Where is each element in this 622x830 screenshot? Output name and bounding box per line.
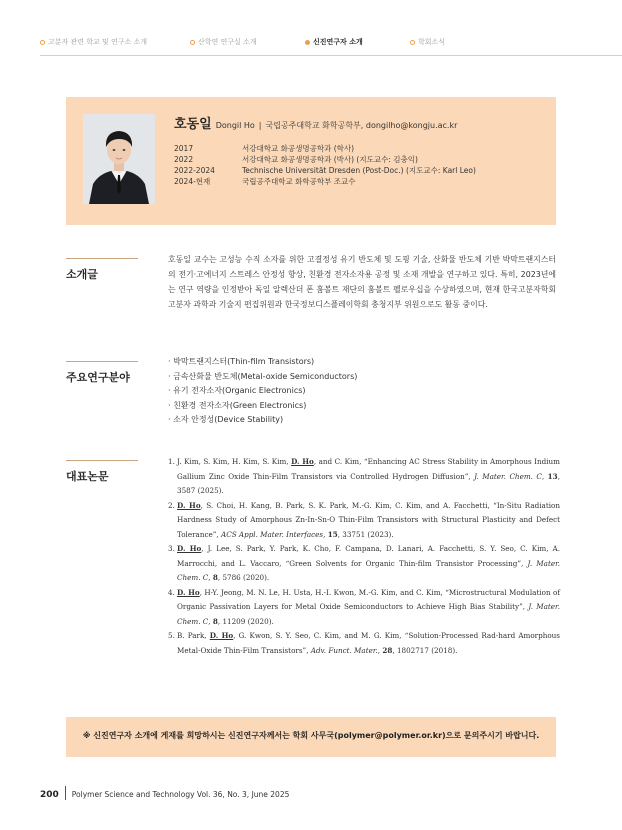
paper-item: 1. J. Kim, S. Kim, H. Kim, S. Kim, D. Ho, and C. Kim, “Enhancing AC Stress Stability in Amorphous Indium Gallium Zinc Oxide Thin-Film Transistors via Controlled Hydrogen Diffusion”, J. Mater. Chem. C, 13, 3587 (2025). (168, 457, 560, 495)
education-row (174, 143, 476, 154)
nav-dot-icon (305, 40, 310, 45)
nav-dot-icon (190, 40, 195, 45)
paper-title: , and C. Kim, “Enhancing AC Stress Stability in Amorphous Indium Gallium Zinc Oxide Thin-Film Transistors via Controlled Hydrogen Diffusion”, (177, 457, 560, 481)
education-year: 2022-2024 (174, 166, 215, 175)
paper-item: 5. B. Park, D. Ho, G. Kwon, S. Y. Seo, C. Kim, and M. G. Kim, “Solution-Processed Rad-hard Amorphous Metal-Oxide Thin-Film Transistors”, Adv. Funct. Mater., 28, 1802717 (2018). (168, 631, 560, 655)
paper-pages: , 1802717 (2018). (392, 645, 458, 655)
footer-divider (65, 786, 66, 800)
paper-item: 4. D. Ho, H-Y. Jeong, M. N. Le, H. Usta, H.-I. Kwon, M.-G. Kim, and C. Kim, “Microstructural Modulation of Organic Passivation Layers for Metal Oxide Semiconductors to Achieve High Bias Stability”, J. Mater. Chem. C, 8, 11209 (2020). (168, 587, 560, 626)
paper-journal: Adv. Funct. Mater. (310, 645, 378, 655)
intro-text: 호동일 교수는 고성능 수직 소자를 위한 고결정성 유기 반도체 및 도핑 기술, 산화물 반도체 기반 박막트랜지스터의 전기·고에너지 스트레스 안정성 향상, 친환경 전자소자용 공정 및 소재 개발을 연구하고 있다. 특히, 2023년에는 연구 역량을 인정받아 독일 알렉산더 폰 훔볼트 재단의 훔볼트 펠로우십을 수상하였으며, 현재 한국고분자학회 고분자 과학과 기술지 편집위원과 한국정보디스플레이학회 충청지부 위원으로도 활동 중이다. (168, 255, 556, 309)
paper-item: 3. D. Ho, J. Lee, S. Park, Y. Park, K. Cho, F. Campana, D. Lanari, A. Facchetti, S. Y. Seo, C. Kim, A. Marrocchi, and L. Vaccaro, “Green Solvents for Organic Thin-film Transistor Processing”, J. Mater. Chem. C, 8, 5786 (2020). (168, 544, 561, 582)
paper-journal: J. Mater. Chem. C (177, 558, 561, 582)
nav-label: 산학연 연구실 소개 (198, 38, 257, 46)
paper-highlight-author: D. Ho (177, 500, 201, 510)
research-item: · 친환경 전자소자(Green Electronics) (168, 400, 307, 410)
paper-title: , H-Y. Jeong, M. N. Le, H. Usta, H.-I. Kwon, M.-G. Kim, and C. Kim, “Microstructural Modulation of Organic Passivation Layers for Metal Oxide Semiconductors to Achieve High Bias Stability”, (177, 587, 560, 611)
nav-item-young-researchers[interactable] (305, 37, 363, 47)
page-number: 200 (40, 790, 59, 800)
section-rule (66, 361, 138, 362)
paper-number: 5. (168, 631, 175, 640)
paper-pages: , 3587 (2025). (177, 471, 560, 495)
paper-pages: , 33751 (2023). (337, 529, 394, 539)
research-item: · 유기 전자소자(Organic Electronics) (168, 386, 306, 395)
intro-title: 소개글 (66, 268, 98, 281)
nav-label: 고분자 관련 학교 및 연구소 소개 (48, 38, 148, 46)
paper-title: , J. Lee, S. Park, Y. Park, K. Cho, F. Campana, D. Lanari, A. Facchetti, S. Y. Seo, C. Kim, A. Marrocchi, and L. Vaccaro, “Green Solvents for Organic Thin-film Transistor Processing”, (177, 544, 560, 568)
research-title: 주요연구분야 (66, 371, 130, 384)
education-row (174, 176, 476, 187)
papers-list (168, 455, 560, 658)
profile-photo (83, 114, 155, 204)
paper-journal: J. Mater. Chem. C (177, 602, 560, 626)
paper-volume: 28 (382, 645, 393, 655)
section-nav (0, 0, 622, 60)
nav-dot-icon (40, 40, 45, 45)
education-desc: 서강대학교 화공생명공학과 (박사) (지도교수: 김충익) (242, 155, 418, 164)
research-item: · 소자 안정성(Device Stability) (168, 415, 284, 424)
page-footer (40, 782, 289, 801)
paper-number: 4. (168, 587, 175, 597)
nav-dot-icon (410, 40, 415, 45)
education-list (174, 143, 476, 187)
paper-number: 3. (168, 544, 175, 553)
profile-header (174, 113, 457, 132)
paper-item: 2. D. Ho, S. Choi, H. Kang, B. Park, S. K. Park, M.-G. Kim, C. Kim, and A. Facchetti, “In-Situ Radiation Hardness Study of Amorphous Zn-In-Sn-O Thin-Film Transistors with Structural Plasticity and Defect Tolerance”, ACS Appl. Mater. Interfaces, 15, 33751 (2023). (168, 500, 560, 539)
name-english: Dongil Ho (215, 121, 255, 130)
nav-label: 신진연구자 소개 (313, 38, 363, 46)
notice-text: ※ 신진연구자 소개에 게재를 희망하시는 신진연구자께서는 학회 사무국(polymer@polymer.or.kr)으로 문의주시기 바랍니다. (82, 731, 540, 740)
profile-card (66, 97, 556, 225)
education-year: 2022 (174, 155, 194, 164)
education-desc: 국립공주대학교 화학공학부 조교수 (242, 177, 356, 186)
education-desc: Technische Universität Dresden (Post-Doc.) (지도교수: Karl Leo) (242, 166, 476, 175)
paper-pages: , 5786 (2020). (217, 573, 270, 582)
paper-pages: , 11209 (2020). (217, 616, 274, 626)
nav-item-society-news[interactable] (410, 37, 445, 47)
research-item: · 박막트랜지스터(Thin-film Transistors) (168, 357, 315, 366)
paper-highlight-author: D. Ho (209, 631, 234, 640)
paper-number: 2. (168, 500, 175, 510)
paper-title: , G. Kwon, S. Y. Seo, C. Kim, and M. G. Kim, “Solution-Processed Rad-hard Amorphous Metal-Oxide Thin-Film Transistors”, (177, 631, 560, 655)
section-rule (66, 460, 138, 461)
paper-highlight-author: D. Ho (291, 457, 314, 466)
research-list (168, 355, 357, 428)
education-row (174, 154, 476, 165)
paper-number: 1. (168, 457, 175, 466)
education-year: 2024-현재 (174, 177, 211, 186)
name-separator: | (258, 121, 262, 130)
paper-authors: B. Park, (177, 631, 210, 640)
paper-highlight-author: D. Ho (177, 587, 200, 597)
affiliation: 국립공주대학교 화학공학부, dongilho@kongju.ac.kr (265, 121, 458, 130)
research-item: · 금속산화물 반도체(Metal-oxide Semiconductors) (168, 371, 358, 381)
nav-divider (40, 55, 622, 56)
papers-title: 대표논문 (66, 470, 109, 483)
education-desc: 서강대학교 화공생명공학과 (학사) (242, 144, 355, 153)
section-rule (66, 258, 138, 259)
education-year: 2017 (174, 144, 194, 153)
paper-title: , S. Choi, H. Kang, B. Park, S. K. Park, M.-G. Kim, C. Kim, and A. Facchetti, “In-Situ Radiation Hardness Study of Amorphous Zn-In-Sn-O Thin-Film Transistors with Structural Plasticity and Defect Tolerance”, (177, 500, 560, 539)
paper-highlight-author: D. Ho (177, 544, 202, 553)
paper-volume: 15 (327, 529, 338, 539)
nav-label: 학회소식 (418, 38, 446, 46)
notice-box (66, 717, 556, 757)
journal-info: Polymer Science and Technology Vol. 36, No. 3, June 2025 (71, 790, 290, 799)
portrait-illustration (83, 114, 155, 204)
paper-volume: 8 (212, 573, 218, 582)
education-row (174, 165, 476, 176)
name-korean: 호동일 (174, 117, 212, 132)
nav-item-schools[interactable] (40, 37, 147, 47)
paper-volume: 13 (547, 471, 558, 481)
paper-journal: J. Mater. Chem. C (474, 471, 542, 481)
paper-authors: J. Kim, S. Kim, H. Kim, S. Kim, (177, 457, 292, 466)
nav-item-labs[interactable] (190, 37, 257, 47)
paper-journal: ACS Appl. Mater. Interfaces (221, 529, 324, 539)
paper-volume: 8 (212, 616, 218, 626)
